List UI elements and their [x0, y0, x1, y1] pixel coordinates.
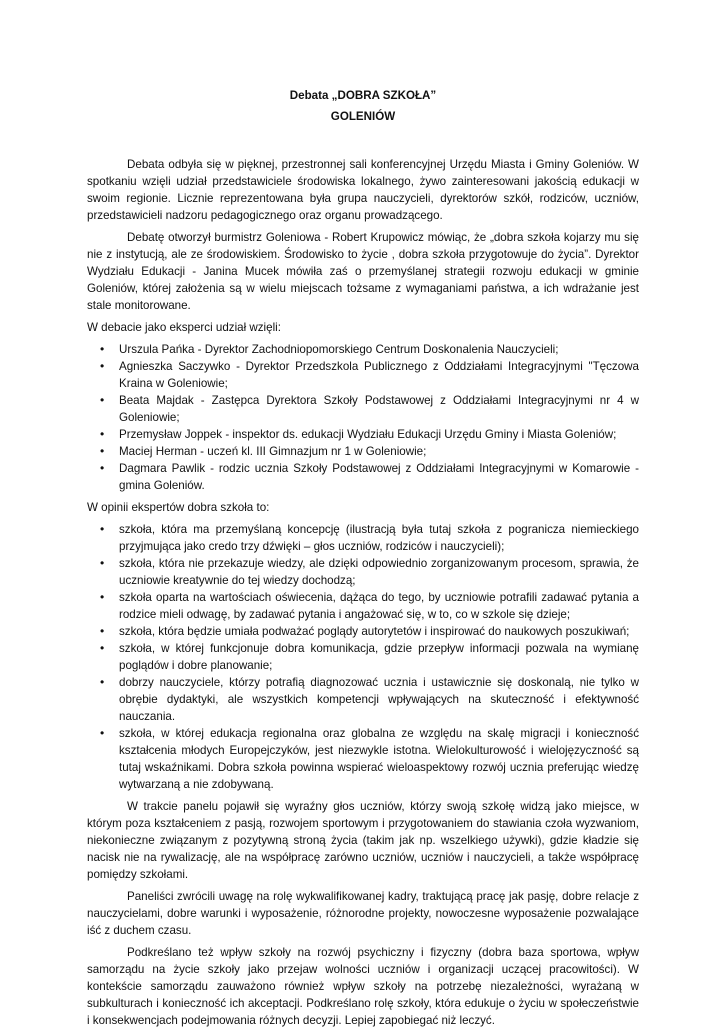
list-item: • dobrzy nauczyciele, którzy potrafią diagnozować ucznia i ustawicznie się doskonalą, nie tylko w obrębie dydaktyki, ale wszystkich kompetencji wpływających na skuteczność i efektywność nauczania. — [87, 674, 639, 725]
opinions-intro: W opinii ekspertów dobra szkoła to: — [87, 501, 270, 514]
list-item: • Agnieszka Saczywko - Dyrektor Przedszkola Publicznego z Oddziałami Integracyjnymi "Tęczowa Kraina w Goleniowie; — [87, 358, 639, 392]
paragraph-students-voice: W trakcie panelu pojawił się wyraźny głos uczniów, którzy swoją szkołę widzą jako miejsce, w którym poza kształceniem z pasją, rozwojem sportowym i przygotowaniem do stawiania czoła wyzwaniom, niekonieczne związanym z pozytywną stroną życia (takim jak np. wszelkiego używki), gdzie kładzie się nacisk nie na rywalizację, ale na współpracę zarówno uczniów, uczniów i nauczycieli, a także współpracę pomiędzy szkołami. — [87, 800, 639, 881]
list-item: • Maciej Herman - uczeń kl. III Gimnazjum nr 1 w Goleniowie; — [87, 443, 639, 460]
document-subtitle: GOLENIÓW — [330, 110, 396, 123]
opinions-list — [87, 521, 639, 793]
list-item: • szkoła oparta na wartościach oświecenia, dążąca do tego, by uczniowie potrafili zadawać pytania a rodzice mieli odwagę, by zadawać pytania i angażować się, w to, co w szkole się dzieje; — [87, 589, 639, 623]
experts-intro: W debacie jako eksperci udział wzięli: — [87, 321, 281, 334]
paragraph-opening: Debatę otworzył burmistrz Goleniowa - Robert Krupowicz mówiąc, że „dobra szkoła kojarzy mu się nie z instytucją, ale ze środowiskiem. Środowisko to życie , dobra szkoła przygotowuje do życia”. Dyrektor Wydziału Edukacji - Janina Mucek mówiła zaś o przemyślanej strategii rozwoju edukacji w gminie Goleniów, której założenia są w wielu miejscach tożsame z wymaganiami państwa, a ich wdrażanie jest stale monitorowane. — [87, 231, 639, 312]
paragraph-intro: Debata odbyła się w pięknej, przestronnej sali konferencyjnej Urzędu Miasta i Gminy Goleniów. W spotkaniu wzięli udział przedstawiciele środowiska lokalnego, żywo zainteresowani jakością edukacji w swoim regionie. Licznie reprezentowana była grupa nauczycieli, dyrektorów szkół, rodziców, uczniów, przedstawicieli nadzoru pedagogicznego oraz organu prowadzącego. — [87, 158, 639, 222]
list-item: • szkoła, która ma przemyślaną koncepcję (ilustracją była tutaj szkoła z pogranicza niemieckiego przyjmująca jako credo trzy dźwięki – głos uczniów, rodziców i nauczycieli); — [87, 521, 639, 555]
list-item: • Dagmara Pawlik - rodzic ucznia Szkoły Podstawowej z Oddziałami Integracyjnymi w Komarowie - gmina Goleniów. — [87, 460, 639, 494]
list-item: • szkoła, która nie przekazuje wiedzy, ale dzięki odpowiednio zorganizowanym procesom, sprawia, że uczniowie kreatywnie do tej wiedzy dochodzą; — [87, 555, 639, 589]
paragraph-panelists: Paneliści zwrócili uwagę na rolę wykwalifikowanej kadry, traktującą pracę jak pasję, dobre relacje z nauczycielami, dobre warunki i wyposażenie, różnorodne projekty, nowoczesne wyposażenie pozwalające iść z duchem czasu. — [87, 890, 639, 937]
experts-list — [87, 341, 639, 494]
list-item: • szkoła, która będzie umiała podważać poglądy autorytetów i inspirować do naukowych poszukiwań; — [87, 623, 639, 640]
list-item: • szkoła, w której edukacja regionalna oraz globalna ze względu na skalę migracji i konieczność kształcenia młodych Europejczyków, jest niezwykle istotna. Wielokulturowość i wielojęzyczność są tutaj wskaźnikami. Dobra szkoła powinna wspierać wieloaspektowy rozwój ucznia preferując wiedzę wytwarzaną a nie zdobywaną. — [87, 725, 639, 793]
document-title: Debata „DOBRA SZKOŁA” — [289, 89, 437, 102]
list-item: • Beata Majdak - Zastępca Dyrektora Szkoły Podstawowej z Oddziałami Integracyjnymi nr 4 w Goleniowie; — [87, 392, 639, 426]
paragraph-development: Podkreślano też wpływ szkoły na rozwój psychiczny i fizyczny (dobra baza sportowa, wpływ samorządu na życie szkoły jako przejaw wolności uczniów i organizacji uczącej pracowitości). W kontekście samorządu zauważono również wpływ szkoły na potrzebę niezależności, wyrażaną w subkulturach i konieczność ich akceptacji. Podkreślano rolę szkoły, która edukuje o życiu w społeczeństwie i konsekwencjach podejmowania różnych decyzji. Lepiej zapobiegać niż leczyć. — [87, 946, 639, 1027]
document-body — [87, 87, 639, 1029]
list-item: • szkoła, w której funkcjonuje dobra komunikacja, gdzie przepływ informacji pozwala na wymianę poglądów i dobre planowanie; — [87, 640, 639, 674]
list-item: • Urszula Pańka - Dyrektor Zachodniopomorskiego Centrum Doskonalenia Nauczycieli; — [87, 341, 639, 358]
list-item: • Przemysław Joppek - inspektor ds. edukacji Wydziału Edukacji Urzędu Gminy i Miasta Goleniów; — [87, 426, 639, 443]
